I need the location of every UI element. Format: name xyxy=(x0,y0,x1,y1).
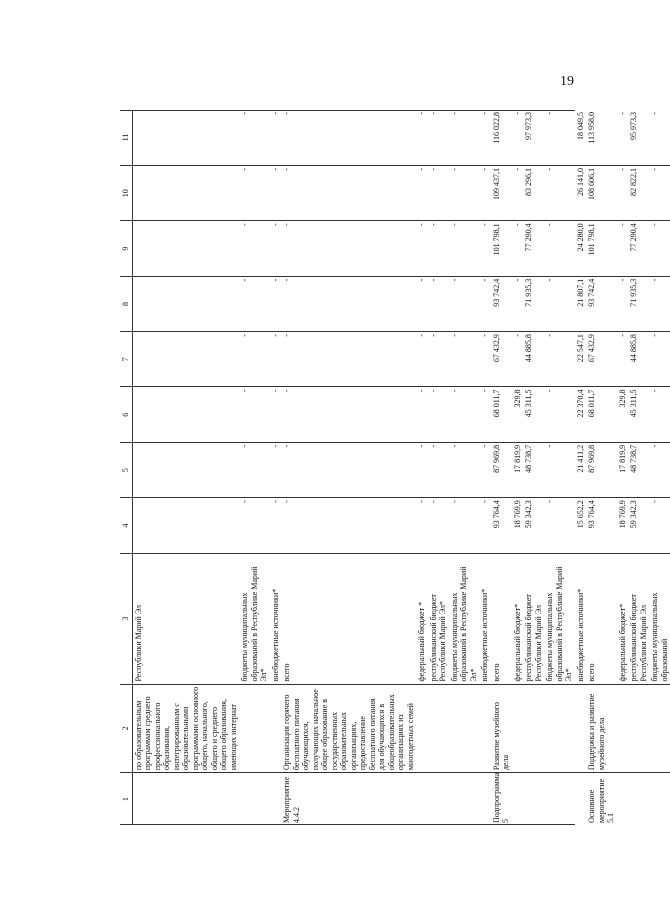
value-cell: 329,8 xyxy=(617,387,629,442)
funding-source-cell: бюджеты муниципальных образований в Республике Марий Эл* xyxy=(449,553,480,684)
value-cell: - xyxy=(428,166,449,221)
value-cell: - xyxy=(544,166,575,221)
value-cell: - xyxy=(449,332,480,387)
value-cell: - xyxy=(649,332,670,387)
value-cell: 67 432,9 xyxy=(586,332,617,387)
value-cell xyxy=(132,442,239,497)
program-code-cell xyxy=(132,773,239,825)
value-cell: 97 973,3 xyxy=(523,110,544,166)
program-name-cell xyxy=(628,684,649,773)
value-cell: - xyxy=(512,276,524,331)
program-code-cell: Основное мероприятие 5.1 xyxy=(587,778,615,823)
value-cell: 45 311,5 xyxy=(628,387,649,442)
value-cell: - xyxy=(479,498,491,553)
value-cell: - xyxy=(270,166,282,221)
program-name-cell xyxy=(449,684,480,773)
value-cell: - xyxy=(428,387,449,442)
program-name-cell xyxy=(617,684,629,773)
column-header: 9 xyxy=(120,221,132,276)
value-cell: 26 141,0 xyxy=(575,166,587,221)
program-code-cell: Мероприятие 4.4.2 xyxy=(282,776,301,823)
column-header: 6 xyxy=(120,387,132,442)
table-row xyxy=(523,110,544,825)
funding-source-cell: федеральный бюджет * xyxy=(416,553,428,684)
value-cell: - xyxy=(239,221,270,276)
funding-source-cell: федеральный бюджет* xyxy=(617,553,629,684)
value-cell: - xyxy=(649,498,670,553)
value-cell: 108 606,1 xyxy=(586,166,617,221)
value-cell: 44 885,8 xyxy=(523,332,544,387)
value-cell: - xyxy=(270,110,282,166)
value-cell: 22 547,1 xyxy=(575,332,587,387)
page-number: 19 xyxy=(560,74,574,89)
value-cell: - xyxy=(239,442,270,497)
value-cell: - xyxy=(270,276,282,331)
funding-source-cell: всего xyxy=(491,553,512,684)
value-cell: - xyxy=(544,442,575,497)
program-code-cell xyxy=(428,773,449,825)
value-cell: - xyxy=(449,387,480,442)
value-cell: 83 296,1 xyxy=(523,166,544,221)
table-row xyxy=(491,110,512,825)
value-cell: 329,8 xyxy=(512,387,524,442)
value-cell: - xyxy=(544,332,575,387)
value-cell: - xyxy=(479,221,491,276)
value-cell: 24 280,0 xyxy=(575,221,587,276)
value-cell: - xyxy=(512,332,524,387)
table-row xyxy=(428,110,449,825)
funding-source-cell: Республики Марий Эл xyxy=(132,553,239,684)
column-header: 8 xyxy=(120,276,132,331)
funding-source-cell: бюджеты муниципальных образований xyxy=(649,553,670,684)
value-cell: 77 290,4 xyxy=(628,221,649,276)
value-cell: 82 822,1 xyxy=(628,166,649,221)
program-name-cell: Поддержка и развитие музейного дела xyxy=(586,684,617,773)
program-code-cell xyxy=(575,773,587,825)
program-code-cell xyxy=(544,773,575,825)
value-cell: - xyxy=(428,276,449,331)
value-cell: - xyxy=(281,387,416,442)
value-cell xyxy=(132,387,239,442)
value-cell: 71 935,3 xyxy=(523,276,544,331)
program-name-cell xyxy=(544,684,575,773)
value-cell: - xyxy=(270,221,282,276)
value-cell: - xyxy=(239,110,270,166)
funding-source-cell: внебюджетные источники* xyxy=(479,553,491,684)
value-cell: - xyxy=(416,387,428,442)
program-code-cell xyxy=(649,773,670,825)
value-cell: - xyxy=(544,110,575,166)
value-cell: 93 742,4 xyxy=(586,276,617,331)
value-cell: - xyxy=(449,110,480,166)
funding-source-cell: всего xyxy=(281,553,416,684)
value-cell: - xyxy=(544,276,575,331)
funding-source-cell: федеральный бюджет* xyxy=(512,553,524,684)
table-row xyxy=(132,110,239,825)
value-cell: - xyxy=(649,166,670,221)
value-cell: - xyxy=(544,221,575,276)
program-name-cell: Организация горячего бесплатного питания обучающихся, получающих начальное общее образование в государственных образовательных организациях, предоставление бесплатного питания для обучающихся в общеобразовательных организациях из многодетных семей xyxy=(281,684,416,773)
value-cell: 21 807,1 xyxy=(575,276,587,331)
value-cell: - xyxy=(649,276,670,331)
value-cell: 18 769,9 xyxy=(512,498,524,553)
program-code-cell xyxy=(523,773,544,825)
table-header-row xyxy=(120,110,132,825)
table-row xyxy=(544,110,575,825)
value-cell: - xyxy=(416,221,428,276)
value-cell: 95 973,3 xyxy=(628,110,649,166)
funding-source-cell: внебюджетные источники* xyxy=(270,553,282,684)
value-cell: - xyxy=(649,442,670,497)
value-cell: - xyxy=(428,442,449,497)
program-name-cell xyxy=(575,684,587,773)
value-cell: 113 958,0 xyxy=(586,110,617,166)
value-cell: - xyxy=(617,166,629,221)
program-name-cell xyxy=(479,684,491,773)
program-code-cell xyxy=(270,773,282,825)
program-name-cell xyxy=(649,684,670,773)
program-code-cell xyxy=(617,773,629,825)
value-cell: - xyxy=(649,387,670,442)
column-header: 7 xyxy=(120,332,132,387)
program-code-cell xyxy=(416,773,428,825)
value-cell: - xyxy=(239,276,270,331)
value-cell: 71 935,3 xyxy=(628,276,649,331)
table-row xyxy=(239,110,270,825)
value-cell: - xyxy=(512,166,524,221)
value-cell: - xyxy=(281,442,416,497)
value-cell: 93 764,4 xyxy=(491,498,512,553)
value-cell: - xyxy=(428,332,449,387)
column-header: 4 xyxy=(120,498,132,553)
program-name-cell xyxy=(239,684,270,773)
table-row xyxy=(617,110,629,825)
value-cell: 17 819,9 xyxy=(512,442,524,497)
value-cell: - xyxy=(449,166,480,221)
value-cell: 87 969,8 xyxy=(586,442,617,497)
value-cell: - xyxy=(617,110,629,166)
value-cell: 109 437,1 xyxy=(491,166,512,221)
value-cell: - xyxy=(270,387,282,442)
program-name-cell xyxy=(523,684,544,773)
value-cell: - xyxy=(416,442,428,497)
value-cell: 116 022,8 xyxy=(491,110,512,166)
value-cell: 17 819,9 xyxy=(617,442,629,497)
value-cell: - xyxy=(416,110,428,166)
value-cell: - xyxy=(239,387,270,442)
value-cell: - xyxy=(649,110,670,166)
value-cell: 15 652,2 xyxy=(575,498,587,553)
table-row xyxy=(416,110,428,825)
column-header: 2 xyxy=(120,684,132,773)
program-name-cell xyxy=(416,684,428,773)
program-name-cell: Развитие музейного дела xyxy=(491,684,512,773)
value-cell: - xyxy=(449,221,480,276)
table-row xyxy=(479,110,491,825)
program-code-cell xyxy=(512,773,524,825)
program-code-cell xyxy=(479,773,491,825)
column-header: 5 xyxy=(120,442,132,497)
program-code-cell xyxy=(449,773,480,825)
program-name-cell xyxy=(512,684,524,773)
program-name-cell xyxy=(428,684,449,773)
value-cell xyxy=(132,166,239,221)
value-cell: - xyxy=(416,166,428,221)
value-cell: 68 011,7 xyxy=(491,387,512,442)
value-cell xyxy=(132,110,239,166)
value-cell: - xyxy=(617,221,629,276)
value-cell: 87 969,8 xyxy=(491,442,512,497)
value-cell: - xyxy=(416,498,428,553)
program-code-cell: Подпрограмма 5 xyxy=(491,772,510,823)
value-cell: - xyxy=(449,498,480,553)
value-cell: - xyxy=(281,166,416,221)
value-cell: - xyxy=(449,442,480,497)
value-cell: - xyxy=(239,498,270,553)
column-header: 10 xyxy=(120,166,132,221)
value-cell: - xyxy=(270,332,282,387)
table-row xyxy=(628,110,649,825)
value-cell: - xyxy=(281,498,416,553)
value-cell: - xyxy=(416,276,428,331)
value-cell: - xyxy=(281,332,416,387)
value-cell: 59 342,3 xyxy=(523,498,544,553)
value-cell: - xyxy=(281,110,416,166)
table-row xyxy=(449,110,480,825)
table-row xyxy=(281,110,416,825)
value-cell: 44 885,8 xyxy=(628,332,649,387)
value-cell: - xyxy=(281,221,416,276)
value-cell: - xyxy=(449,276,480,331)
funding-source-cell: республиканский бюджет Республики Марий Эл xyxy=(628,553,649,684)
program-name-cell: по образовательным программам среднего профессионального образования, интегрированным с образовательными программами основного общего, начального, общего и среднего общего образования, имеющих интернат xyxy=(132,684,239,773)
table-row xyxy=(575,110,587,825)
value-cell: - xyxy=(428,498,449,553)
value-cell: - xyxy=(270,498,282,553)
value-cell: 93 742,4 xyxy=(491,276,512,331)
funding-source-cell: республиканский бюджет Республики Марий Эл xyxy=(523,553,544,684)
value-cell: - xyxy=(479,110,491,166)
value-cell: 18 049,5 xyxy=(575,110,587,166)
table-row xyxy=(586,110,617,825)
value-cell: - xyxy=(270,442,282,497)
funding-source-cell: бюджеты муниципальных образований в Республике Марий Эл* xyxy=(544,553,575,684)
value-cell: 68 011,7 xyxy=(586,387,617,442)
value-cell: 22 370,4 xyxy=(575,387,587,442)
value-cell: - xyxy=(544,498,575,553)
program-code-cell xyxy=(239,773,270,825)
program-code-cell xyxy=(628,773,649,825)
rotated-table-sheet xyxy=(120,110,669,825)
value-cell xyxy=(132,221,239,276)
value-cell: - xyxy=(239,166,270,221)
value-cell: 48 738,7 xyxy=(523,442,544,497)
value-cell: - xyxy=(512,110,524,166)
table-row xyxy=(512,110,524,825)
value-cell: - xyxy=(428,110,449,166)
value-cell: - xyxy=(479,442,491,497)
value-cell: - xyxy=(617,332,629,387)
value-cell xyxy=(132,276,239,331)
value-cell: - xyxy=(512,221,524,276)
column-header: 3 xyxy=(120,553,132,684)
value-cell: 45 311,5 xyxy=(523,387,544,442)
value-cell: - xyxy=(281,276,416,331)
value-cell: 77 290,4 xyxy=(523,221,544,276)
column-header: 11 xyxy=(120,110,132,166)
value-cell: - xyxy=(479,166,491,221)
value-cell: 48 738,7 xyxy=(628,442,649,497)
table-row xyxy=(649,110,670,825)
value-cell: 93 764,4 xyxy=(586,498,617,553)
table-row xyxy=(270,110,282,825)
funding-source-cell: бюджеты муниципальных образований в Республике Марий Эл* xyxy=(239,553,270,684)
value-cell: - xyxy=(479,332,491,387)
value-cell: 59 342,3 xyxy=(628,498,649,553)
value-cell: 101 798,1 xyxy=(491,221,512,276)
funding-source-cell: всего xyxy=(586,553,617,684)
value-cell: 21 411,2 xyxy=(575,442,587,497)
value-cell: - xyxy=(428,221,449,276)
value-cell: - xyxy=(479,387,491,442)
value-cell: 18 769,9 xyxy=(617,498,629,553)
value-cell: 101 798,1 xyxy=(586,221,617,276)
funding-source-cell: внебюджетные источники* xyxy=(575,553,587,684)
value-cell xyxy=(132,332,239,387)
value-cell: - xyxy=(479,276,491,331)
value-cell: - xyxy=(416,332,428,387)
value-cell: - xyxy=(649,221,670,276)
value-cell: - xyxy=(239,332,270,387)
funding-source-cell: республиканский бюджет Республики Марий Эл* xyxy=(428,553,449,684)
budget-table xyxy=(120,110,670,825)
value-cell: - xyxy=(617,276,629,331)
value-cell: 67 432,9 xyxy=(491,332,512,387)
program-name-cell xyxy=(270,684,282,773)
value-cell xyxy=(132,498,239,553)
value-cell: - xyxy=(544,387,575,442)
column-header: 1 xyxy=(120,773,132,825)
